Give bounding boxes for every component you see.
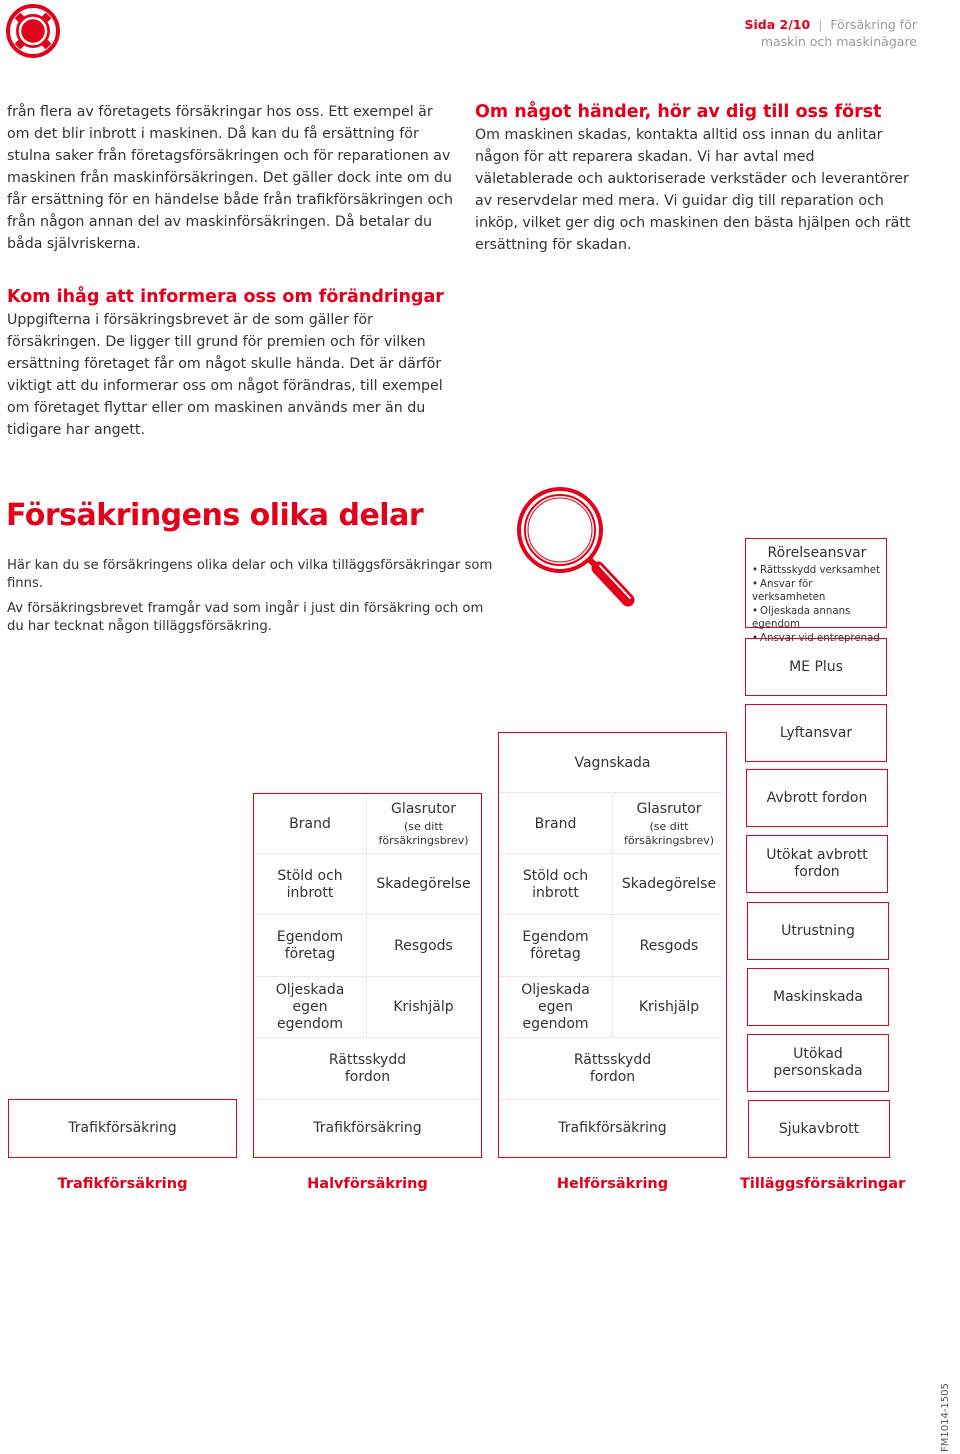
box-utokad-personskada bbox=[747, 1034, 889, 1092]
utrustning-label: Utrustning bbox=[781, 922, 855, 939]
cell-brand-label: Brand bbox=[534, 815, 577, 832]
divider bbox=[256, 1037, 479, 1038]
cell-krishjalp bbox=[613, 978, 725, 1037]
parts-intro-p1: Här kan du se försäkringens olika delar och vilka tilläggsförsäkringar som finns. bbox=[7, 558, 493, 591]
cell-resgods bbox=[613, 916, 725, 976]
divider bbox=[256, 976, 479, 977]
cell-oljeskada bbox=[500, 978, 611, 1037]
box-maskinskada bbox=[747, 968, 889, 1026]
divider bbox=[501, 1037, 724, 1038]
parts-intro bbox=[7, 557, 497, 643]
cell-rattsskydd bbox=[500, 1039, 725, 1099]
cell-stold-label: Stöld och inbrott bbox=[522, 867, 589, 901]
cell-oljeskada-label: Oljeskada egen egendom bbox=[521, 982, 590, 1032]
parts-title: Försäkringens olika delar bbox=[6, 498, 424, 533]
label-halvforsakring: Halvförsäkring bbox=[307, 1176, 428, 1192]
cell-resgods-label: Resgods bbox=[394, 937, 453, 954]
doc-title-line1: Försäkring för bbox=[830, 17, 917, 32]
cell-skadegorelse bbox=[613, 855, 725, 914]
doc-title-line2: maskin och maskinägare bbox=[760, 34, 917, 49]
page-number: Sida 2/10 bbox=[744, 17, 811, 32]
changes-heading: Kom ihåg att informera oss om förändringar bbox=[7, 287, 444, 307]
cell-resgods bbox=[367, 916, 480, 976]
cell-stold-label: Stöld och inbrott bbox=[277, 867, 343, 901]
cell-rattsskydd bbox=[255, 1039, 480, 1099]
changes-text: Uppgifterna i försäkringsbrevet är de som gäller för försäkringen. De ligger till grund för premien och för vilken ersättning företaget får om något skulle hända. Det är därför viktigt att du informerar oss om något förändras, till exempel om företaget flyttar eller om maskinen används mer än du tidigare har angett. bbox=[7, 312, 443, 438]
cell-vagnskada-label: Vagnskada bbox=[574, 754, 651, 771]
parts-intro-p2: Av försäkringsbrevet framgår vad som ingår i just din försäkring och om du har tecknat någon tilläggsförsäkring. bbox=[7, 601, 484, 634]
page-header-line1 bbox=[745, 16, 917, 33]
maskinskada-label: Maskinskada bbox=[772, 988, 864, 1005]
box-trafik-col1 bbox=[8, 1099, 237, 1158]
cell-rattsskydd-label: Rättsskydd fordon bbox=[573, 1052, 652, 1085]
box-rorelseansvar bbox=[745, 538, 887, 644]
label-trafikforsakring: Trafikförsäkring bbox=[57, 1176, 188, 1192]
cell-glasrutor-note: (se ditt försäkringsbrev) bbox=[623, 819, 715, 847]
cell-glasrutor-label: Glasrutor bbox=[636, 800, 702, 817]
lyftansvar-label: Lyftansvar bbox=[779, 724, 853, 741]
cell-skadegorelse bbox=[367, 855, 480, 914]
intro-text: från flera av företagets försäkringar hos oss. Ett exempel är om det blir inbrott i maskinen. Då kan du få ersättning för stulna saker från företagsförsäkringen och för reparationen av maskinen från maskinförsäkringen. Det gäller dock inte om du får ersättning för en händelse både från trafikförsäkringen och från någon annan del av maskinförsäkringen. Då betalar du båda självriskerna. bbox=[7, 104, 453, 252]
cell-trafik bbox=[255, 1100, 480, 1157]
utokad-personskada-label: Utökad personskada bbox=[773, 1046, 863, 1079]
sjukavbrott-label: Sjukavbrott bbox=[778, 1120, 860, 1137]
page-header bbox=[745, 16, 917, 50]
trafik-col1-label: Trafikförsäkring bbox=[68, 1120, 177, 1136]
rorelseansvar-item: • Ansvar för verksamheten bbox=[752, 578, 882, 605]
box-utokat-avbrott bbox=[746, 835, 888, 893]
cell-krishjalp-label: Krishjälp bbox=[638, 999, 700, 1015]
rorelseansvar-item: • Rättsskydd verksamhet bbox=[752, 564, 882, 578]
label-helforsakring: Helförsäkring bbox=[556, 1176, 669, 1192]
cell-brand bbox=[255, 795, 365, 853]
cell-krishjalp bbox=[367, 978, 480, 1037]
lifebuoy-logo-icon bbox=[6, 4, 60, 58]
label-tillaggsforsakringar: Tilläggsförsäkringar bbox=[740, 1176, 906, 1192]
cell-trafik-label: Trafikförsäkring bbox=[558, 1120, 667, 1136]
magnifier-icon bbox=[512, 486, 640, 612]
utokat-avbrott-label: Utökat avbrott fordon bbox=[766, 847, 868, 880]
document-code bbox=[940, 1383, 954, 1452]
cell-trafik-label: Trafikförsäkring bbox=[313, 1120, 422, 1136]
cell-trafik bbox=[500, 1100, 725, 1157]
section-contact bbox=[475, 101, 915, 256]
cell-brand bbox=[500, 795, 611, 853]
document-code-text: FM1014-1505 bbox=[940, 1383, 951, 1452]
box-sjukavbrott bbox=[748, 1100, 890, 1158]
cell-rattsskydd-label: Rättsskydd fordon bbox=[328, 1052, 407, 1085]
rorelseansvar-item: • Oljeskada annans egendom bbox=[752, 605, 882, 632]
cell-skadegorelse-label: Skadegörelse bbox=[376, 876, 471, 892]
section-changes bbox=[7, 286, 457, 441]
rorelseansvar-list bbox=[752, 564, 882, 646]
divider bbox=[256, 853, 479, 854]
cell-brand-label: Brand bbox=[289, 815, 331, 832]
cell-oljeskada-label: Oljeskada egen egendom bbox=[275, 982, 345, 1032]
cell-glasrutor-label: Glasrutor bbox=[390, 800, 457, 817]
cell-egendom-label: Egendom företag bbox=[276, 929, 344, 962]
rorelseansvar-title: Rörelseansvar bbox=[767, 545, 867, 561]
contact-heading: Om något händer, hör av dig till oss först bbox=[475, 102, 882, 122]
cell-egendom bbox=[500, 916, 611, 976]
header-separator: | bbox=[818, 17, 823, 32]
cell-stold bbox=[500, 855, 611, 914]
cell-egendom-label: Egendom företag bbox=[522, 929, 589, 962]
cell-oljeskada bbox=[255, 978, 365, 1037]
rorelseansvar-item: • Ansvar vid entreprenad bbox=[752, 632, 882, 646]
divider bbox=[256, 914, 479, 915]
cell-glasrutor-note: (se ditt försäkringsbrev) bbox=[378, 819, 469, 847]
box-utrustning bbox=[747, 902, 889, 960]
cell-glasrutor bbox=[367, 795, 480, 853]
box-me-plus bbox=[745, 638, 887, 696]
cell-resgods-label: Resgods bbox=[639, 937, 699, 954]
cell-krishjalp-label: Krishjälp bbox=[393, 999, 454, 1015]
cell-glasrutor bbox=[613, 795, 725, 853]
divider bbox=[501, 792, 724, 793]
cell-stold bbox=[255, 855, 365, 914]
contact-text: Om maskinen skadas, kontakta alltid oss innan du anlitar någon för att reparera skadan. Vi har avtal med väletablerade och auktoriserade verkstäder och leverantörer av reservdelar med mera. Vi guidar dig till reparation och inköp, vilket ger dig och maskinen den bästa hjälpen och rätt ersättning för skadan. bbox=[475, 127, 911, 253]
box-avbrott-fordon bbox=[746, 769, 888, 827]
avbrott-fordon-label: Avbrott fordon bbox=[766, 789, 868, 806]
intro-paragraph bbox=[7, 101, 457, 255]
cell-vagnskada bbox=[500, 734, 725, 792]
box-lyftansvar bbox=[745, 704, 887, 762]
cell-egendom bbox=[255, 916, 365, 976]
cell-skadegorelse-label: Skadegörelse bbox=[621, 876, 717, 892]
me-plus-label: ME Plus bbox=[789, 658, 843, 675]
